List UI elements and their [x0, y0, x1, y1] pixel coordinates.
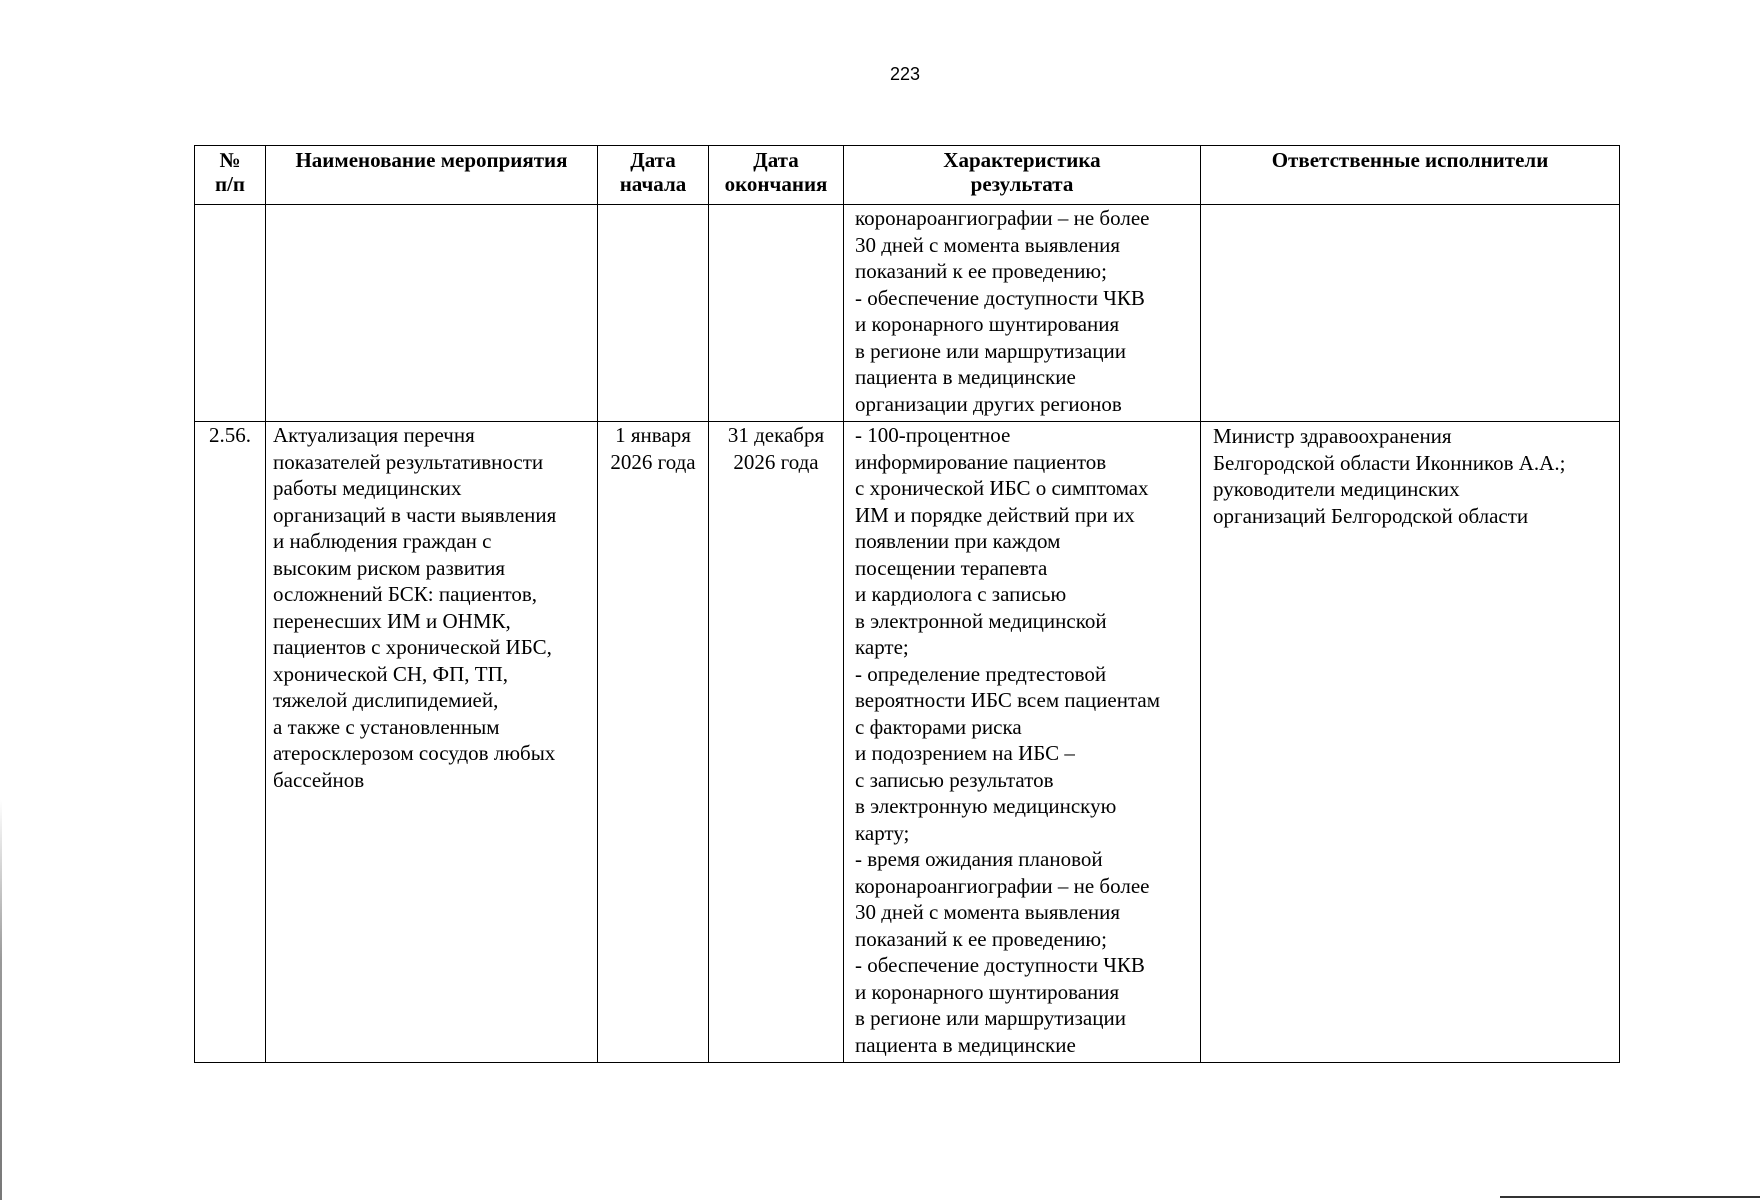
header-end-date: Дата окончания: [709, 146, 844, 205]
header-name: Наименование мероприятия: [266, 146, 598, 205]
header-num: № п/п: [195, 146, 266, 205]
activities-table: [194, 145, 1620, 1063]
cell-name: [266, 205, 598, 422]
cell-responsible: Министр здравоохранения Белгородской области Иконников А.А.; руководители медицинских организаций Белгородской области: [1201, 422, 1620, 1063]
cell-num: 2.56.: [195, 422, 266, 1063]
cell-end-date: [709, 205, 844, 422]
scan-bottom-edge: [1500, 1196, 1760, 1198]
table-row: [195, 205, 1620, 422]
cell-result: - 100-процентное информирование пациентов с хронической ИБС о симптомах ИМ и порядке действий при их появлении при каждом посещении терапевта и кардиолога с записью в электронной медицинской карте; - определение предтестовой вероятности ИБС всем пациентам с факторами риска и подозрением на ИБС – с записью результатов в электронную медицинскую карту; - время ожидания плановой коронароангиографии – не более 30 дней с момента выявления показаний к ее проведению; - обеспечение доступности ЧКВ и коронарного шунтирования в регионе или маршрутизации пациента в медицинские: [844, 422, 1201, 1063]
header-responsible: Ответственные исполнители: [1201, 146, 1620, 205]
cell-name: Актуализация перечня показателей результативности работы медицинских организаций в части выявления и наблюдения граждан с высоким риском развития осложнений БСК: пациентов, перенесших ИМ и ОНМК, пациентов с хронической ИБС, хронической СН, ФП, ТП, тяжелой дислипидемией, а также с установленным атеросклерозом сосудов любых бассейнов: [266, 422, 598, 1063]
cell-start-date: [598, 205, 709, 422]
scan-edge: [0, 800, 2, 1200]
cell-result: коронароангиографии – не более 30 дней с момента выявления показаний к ее проведению; - обеспечение доступности ЧКВ и коронарного шунтирования в регионе или маршрутизации пациента в медицинские организации других регионов: [844, 205, 1201, 422]
header-start-date: Дата начала: [598, 146, 709, 205]
cell-start-date: 1 января 2026 года: [598, 422, 709, 1063]
cell-responsible: [1201, 205, 1620, 422]
table-row: [195, 422, 1620, 1063]
cell-num: [195, 205, 266, 422]
header-result: Характеристика результата: [844, 146, 1201, 205]
page-number: 223: [889, 64, 921, 84]
cell-end-date: 31 декабря 2026 года: [709, 422, 844, 1063]
table-header-row: [195, 146, 1620, 205]
